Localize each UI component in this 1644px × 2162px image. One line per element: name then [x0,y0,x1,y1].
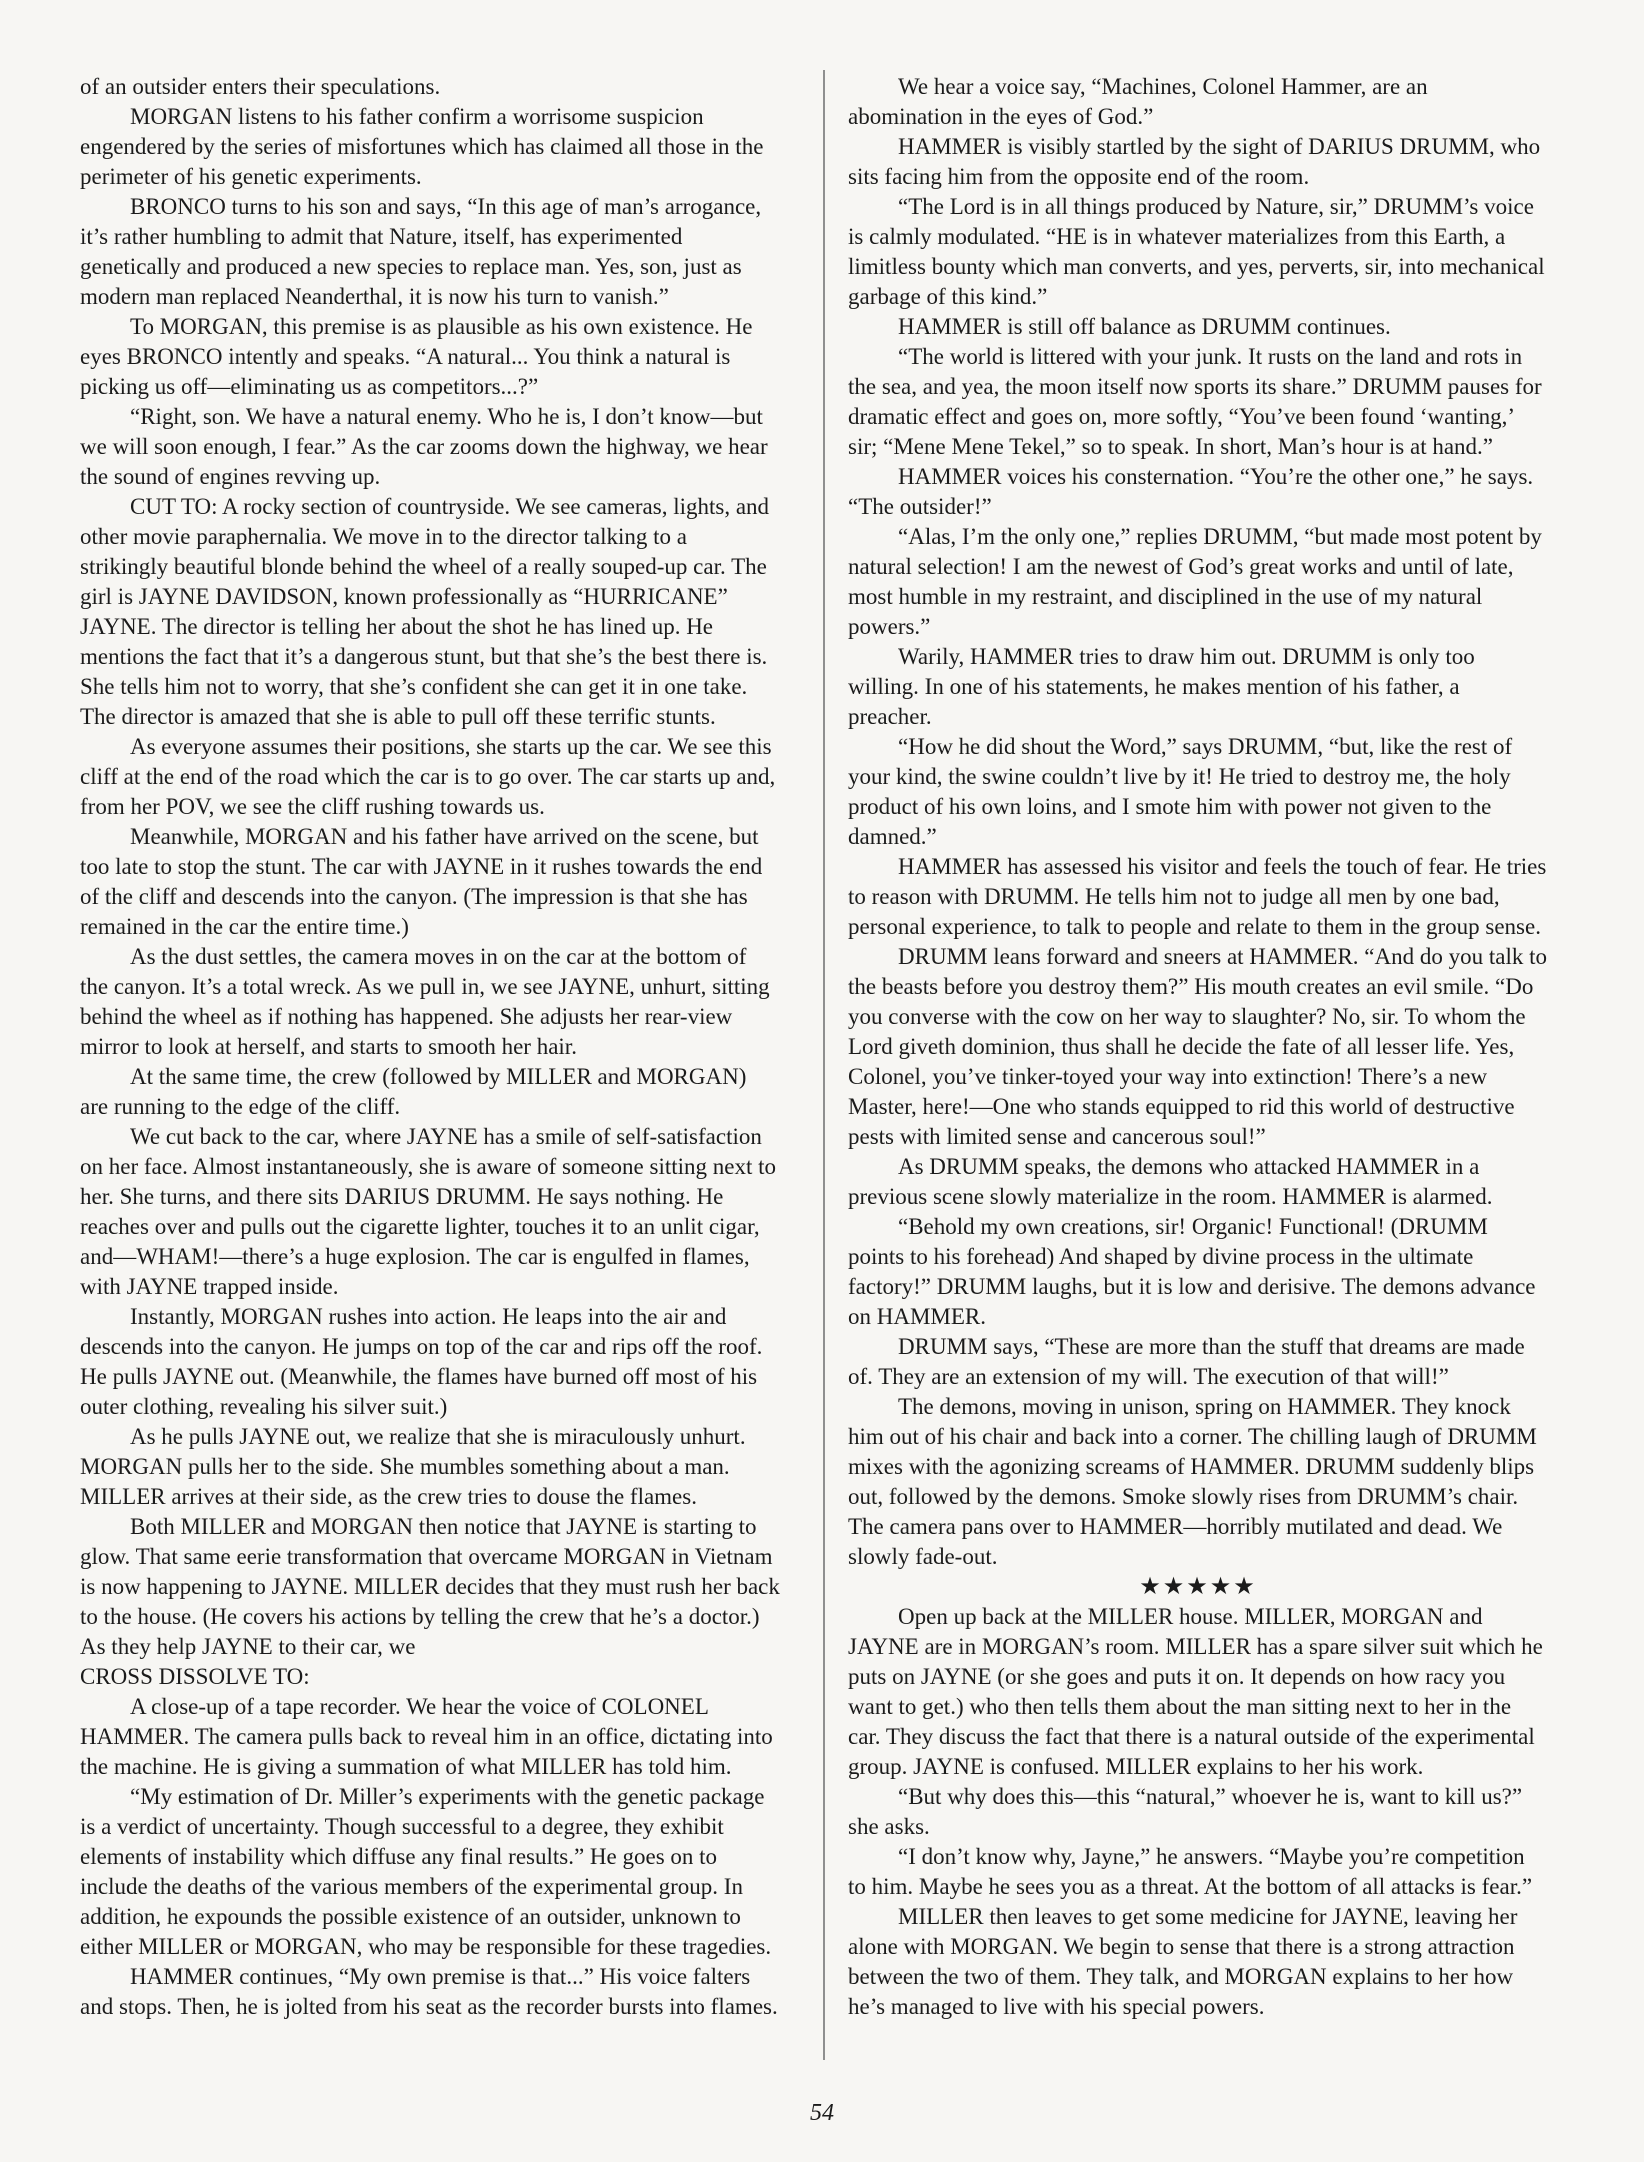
paragraph: Open up back at the MILLER house. MILLER, MORGAN and JAYNE are in MORGAN’s room. MILLER has a spare silver suit which he puts on JAYNE (or she goes and puts it on. It depends on how racy you want to get.) who then tells them about the man sitting next to her in the car. They discuss the fact that there is a natural outside of the experimental group. JAYNE is confused. MILLER explains to her his work. [848,1604,1543,1779]
paragraph: “I don’t know why, Jayne,” he answers. “Maybe you’re competition to him. Maybe he sees you as a threat. At the bottom of all attacks is fear.” [848,1844,1533,1899]
paragraph: We hear a voice say, “Machines, Colonel Hammer, are an abomination in the eyes of God.” [848,74,1428,129]
paragraph: HAMMER voices his consternation. “You’re the other one,” he says. “The outsider!” [848,464,1534,519]
left-column [80,72,780,2022]
paragraph: “How he did shout the Word,” says DRUMM, “but, like the rest of your kind, the swine couldn’t live by it! He tried to destroy me, the holy product of his own loins, and I smote him with power not given to the damned.” [848,734,1513,849]
paragraph: The demons, moving in unison, spring on HAMMER. They knock him out of his chair and back into a corner. The chilling laugh of DRUMM mixes with the agonizing screams of HAMMER. DRUMM suddenly blips out, followed by the demons. Smoke slowly rises from DRUMM’s chair. The camera pans over to HAMMER—horribly mutilated and dead. We slowly fade-out. [848,1394,1537,1569]
paragraph: of an outsider enters their speculations. [80,74,441,99]
paragraph: Instantly, MORGAN rushes into action. He leaps into the air and descends into the canyon. He jumps on top of the car and rips off the roof. He pulls JAYNE out. (Meanwhile, the flames have burned off most of his outer clothing, revealing his silver suit.) [80,1304,763,1419]
paragraph: A close-up of a tape recorder. We hear the voice of COLONEL HAMMER. The camera pulls back to reveal him in an office, dictating into the machine. He is giving a summation of what MILLER has told him. [80,1694,773,1779]
paragraph: DRUMM leans forward and sneers at HAMMER. “And do you talk to the beasts before you destroy them?” His mouth creates an evil smile. “Do you converse with the cow on her way to slaughter? No, sir. To whom the Lord giveth dominion, thus shall he decide the fate of all lesser life. Yes, Colonel, you’ve tinker-toyed your way into extinction! There’s a new Master, here!—One who stands equipped to rid this world of destructive pests with limited sense and cancerous soul!” [848,944,1548,1149]
paragraph: As DRUMM speaks, the demons who attacked HAMMER in a previous scene slowly materialize in the room. HAMMER is alarmed. [848,1154,1493,1209]
paragraph: HAMMER is still off balance as DRUMM continues. [898,314,1391,339]
paragraph: To MORGAN, this premise is as plausible as his own existence. He eyes BRONCO intently and speaks. “A natural... You think a natural is picking us off—eliminating us as competitors...?” [80,314,753,399]
column-divider [823,70,825,2060]
paragraph: HAMMER is visibly startled by the sight of DARIUS DRUMM, who sits facing him from the opposite end of the room. [848,134,1541,189]
paragraph: DRUMM says, “These are more than the stuff that dreams are made of. They are an extension of my will. The execution of that will!” [848,1334,1525,1389]
paragraph: CUT TO: A rocky section of countryside. We see cameras, lights, and other movie paraphernalia. We move in to the director talking to a strikingly beautiful blonde behind the wheel of a really souped-up car. The girl is JAYNE DAVIDSON, known professionally as “HURRICANE” JAYNE. The director is telling her about the shot he has lined up. He mentions the fact that it’s a dangerous stunt, but that she’s the best there is. She tells him not to worry, that she’s confident she can get it in one take. The director is amazed that she is able to pull off these terrific stunts. [80,494,770,729]
paragraph: As he pulls JAYNE out, we realize that she is miraculously unhurt. MORGAN pulls her to the side. She mumbles something about a man. MILLER arrives at their side, as the crew tries to douse the flames. [80,1424,746,1509]
paragraph: HAMMER has assessed his visitor and feels the touch of fear. He tries to reason with DRUMM. He tells him not to judge all men by one bad, personal experience, to talk to people and relate to them in the group sense. [848,854,1547,939]
paragraph: CROSS DISSOLVE TO: [80,1664,310,1689]
paragraph: We cut back to the car, where JAYNE has a smile of self-satisfaction on her face. Almost instantaneously, she is aware of someone sitting next to her. She turns, and there sits DARIUS DRUMM. He says nothing. He reaches over and pulls out the cigarette lighter, touches it to an unlit cigar, and—WHAM!—there’s a huge explosion. The car is engulfed in flames, with JAYNE trapped inside. [80,1124,777,1299]
paragraph: “But why does this—this “natural,” whoever he is, want to kill us?” she asks. [848,1784,1523,1839]
paragraph: As the dust settles, the camera moves in on the car at the bottom of the canyon. It’s a total wreck. As we pull in, we see JAYNE, unhurt, sitting behind the wheel as if nothing has happened. She adjusts her rear-view mirror to look at herself, and starts to smooth her hair. [80,944,770,1059]
paragraph: BRONCO turns to his son and says, “In this age of man’s arrogance, it’s rather humbling to admit that Nature, itself, has experimented genetically and produced a new species to replace man. Yes, son, just as modern man replaced Neanderthal, it is now his turn to vanish.” [80,194,762,309]
paragraph: “The world is littered with your junk. It rusts on the land and rots in the sea, and yea, the moon itself now sports its share.” DRUMM pauses for dramatic effect and goes on, more softly, “You’ve been found ‘wanting,’ sir; “Mene Mene Tekel,” so to speak. In short, Man’s hour is at hand.” [848,344,1542,459]
paragraph: “Behold my own creations, sir! Organic! Functional! (DRUMM points to his forehead) And shaped by divine process in the ultimate factory!” DRUMM laughs, but it is low and derisive. The demons advance on HAMMER. [848,1214,1536,1329]
paragraph: Warily, HAMMER tries to draw him out. DRUMM is only too willing. In one of his statements, he makes mention of his father, a preacher. [848,644,1475,729]
paragraph: Meanwhile, MORGAN and his father have arrived on the scene, but too late to stop the stunt. The car with JAYNE in it rushes towards the end of the cliff and descends into the canyon. (The impression is that she has remained in the car the entire time.) [80,824,763,939]
paragraph: As everyone assumes their positions, she starts up the car. We see this cliff at the end of the road which the car is to go over. The car starts up and, from her POV, we see the cliff rushing towards us. [80,734,776,819]
paragraph: HAMMER continues, “My own premise is that...” His voice falters and stops. Then, he is jolted from his seat as the recorder bursts into flames. [80,1964,778,2019]
paragraph: At the same time, the crew (followed by MILLER and MORGAN) are running to the edge of the cliff. [80,1064,747,1119]
paragraph: “The Lord is in all things produced by Nature, sir,” DRUMM’s voice is calmly modulated. “HE is in whatever materializes from this Earth, a limitless bounty which man converts, and yes, perverts, sir, into mechanical garbage of this kind.” [848,194,1545,309]
page-number: 54 [810,2100,834,2126]
paragraph: “Right, son. We have a natural enemy. Who he is, I don’t know—but we will soon enough, I fear.” As the car zooms down the highway, we hear the sound of engines revving up. [80,404,768,489]
paragraph: MILLER then leaves to get some medicine for JAYNE, leaving her alone with MORGAN. We begin to sense that there is a strong attraction between the two of them. They talk, and MORGAN explains to her how he’s managed to live with his special powers. [848,1904,1518,2019]
right-column-upper [848,72,1548,1572]
paragraph: “Alas, I’m the only one,” replies DRUMM, “but made most potent by natural selection! I am the newest of God’s great works and until of late, most humble in my restraint, and disciplined in the use of my natural powers.” [848,524,1542,639]
paragraph: Both MILLER and MORGAN then notice that JAYNE is starting to glow. That same eerie transformation that overcame MORGAN in Vietnam is now happening to JAYNE. MILLER decides that they must rush her back to the house. (He covers his actions by telling the crew that he’s a doctor.) As they help JAYNE to their car, we [80,1514,780,1659]
paragraph: “My estimation of Dr. Miller’s experiments with the genetic package is a verdict of uncertainty. Though successful to a degree, they exhibit elements of instability which diffuse any final results.” He goes on to include the deaths of the various members of the experimental group. In addition, he expounds the possible existence of an outsider, unknown to either MILLER or MORGAN, who may be responsible for these tragedies. [80,1784,772,1959]
paragraph: MORGAN listens to his father confirm a worrisome suspicion engendered by the series of misfortunes which has claimed all those in the perimeter of his genetic experiments. [80,104,764,189]
right-column [848,72,1548,2022]
section-break-stars: ★★★★★ [1139,1574,1257,1600]
right-column-lower [848,1602,1548,2022]
